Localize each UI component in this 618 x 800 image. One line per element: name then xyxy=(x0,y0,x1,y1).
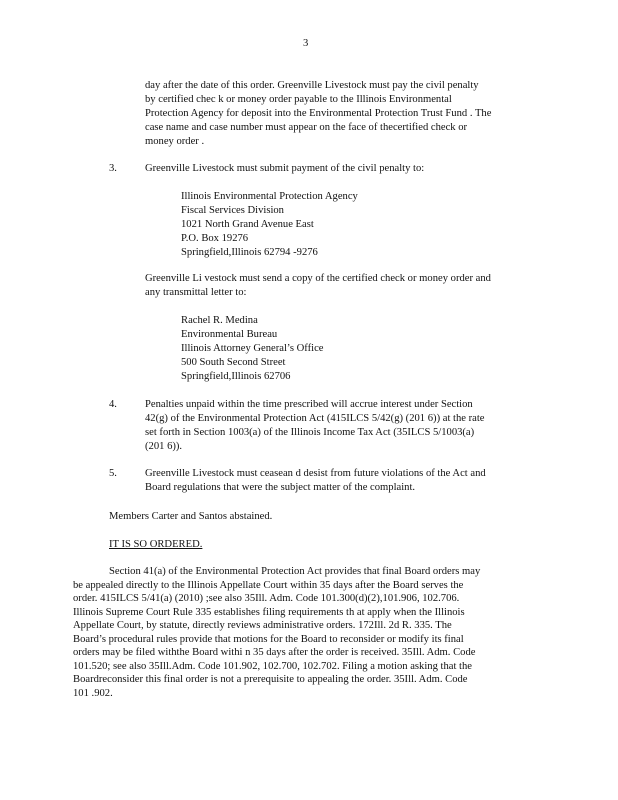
text-line: orders may be filed withthe Board withi n 35 days after the order is received. 35Ill. Adm. Code xyxy=(73,647,476,658)
address-line: 1021 North Grand Avenue East xyxy=(181,219,314,230)
text-line: Board’s procedural rules provide that motions for the Board to reconsider or modify its final xyxy=(73,633,464,645)
text-line: 101.520; see also 35Ill.Adm. Code 101.902, 102.700, 102.702. Filing a motion asking that the xyxy=(73,660,473,672)
address-line: 500 South Second Street xyxy=(181,357,286,368)
text-line: money order . xyxy=(145,136,205,147)
text-line: set forth in Section 1003(a) of the Illinois Income Tax Act (35ILCS 5/1003(a) xyxy=(145,427,475,438)
text-line: Boardreconsider this final order is not a prerequisite to appealing the order. 35Ill. Adm. Code xyxy=(73,674,468,685)
text-line: 101 .902. xyxy=(73,687,113,699)
text-line: Board regulations that were the subject matter of the complaint. xyxy=(145,482,416,493)
copy-instruction xyxy=(145,272,537,300)
page-number: 3 xyxy=(303,38,309,49)
text-line: Penalties unpaid within the time prescribed will accrue interest under Section xyxy=(145,399,473,410)
continued-paragraph xyxy=(145,79,537,149)
text-line: Illinois Supreme Court Rule 335 establishes filing requirements th at apply when the Illinois xyxy=(73,606,465,618)
text-line: order. 415ILCS 5/41(a) (2010) ;see also 35Ill. Adm. Code 101.300(d)(2),101.906, 102.706. xyxy=(73,593,460,604)
text-line: Greenville Li vestock must send a copy of the certified check or money order and xyxy=(145,273,491,284)
address-line: Rachel R. Medina xyxy=(181,315,258,326)
item-number: 4. xyxy=(109,399,117,410)
address-line: Springfield,Illinois 62794 -9276 xyxy=(181,247,318,258)
item-4-text xyxy=(145,398,537,454)
payment-address xyxy=(181,190,358,260)
address-line: Springfield,Illinois 62706 xyxy=(181,371,291,382)
item-number: 5. xyxy=(109,468,117,479)
text-line: case name and case number must appear on the face of thecertified check or xyxy=(145,122,468,133)
address-line: Illinois Environmental Protection Agency xyxy=(181,191,358,202)
text-line: Section 41(a) of the Environmental Protection Act provides that final Board orders may xyxy=(109,566,481,577)
address-line: P.O. Box 19276 xyxy=(181,233,249,244)
text-line: be appealed directly to the Illinois Appellate Court within 35 days after the Board serves the xyxy=(73,579,464,591)
text-line: (201 6)). xyxy=(145,441,183,452)
text-line: Appellate Court, by statute, directly reviews administrative orders. 172Ill. 2d R. 335. The xyxy=(73,620,452,631)
abstention-note: Members Carter and Santos abstained. xyxy=(109,511,273,522)
copy-address xyxy=(181,314,324,384)
item-number: 3. xyxy=(109,163,117,174)
appeal-paragraph xyxy=(73,565,480,700)
so-ordered: IT IS SO ORDERED. xyxy=(109,539,203,550)
text-line: day after the date of this order. Greenville Livestock must pay the civil penalty xyxy=(145,80,479,91)
text-line: by certified chec k or money order payable to the Illinois Environmental xyxy=(145,94,452,105)
address-line: Environmental Bureau xyxy=(181,329,278,340)
text-line: any transmittal letter to: xyxy=(145,287,247,298)
address-line: Fiscal Services Division xyxy=(181,205,284,216)
text-line: Greenville Livestock must ceasean d desist from future violations of the Act and xyxy=(145,468,486,479)
text-line: Protection Agency for deposit into the Environmental Protection Trust Fund . The xyxy=(145,108,492,119)
item-5-text xyxy=(145,467,537,495)
address-line: Illinois Attorney General’s Office xyxy=(181,343,324,354)
text-line: Greenville Livestock must submit payment of the civil penalty to: xyxy=(145,163,425,174)
item-3-text xyxy=(145,162,537,176)
text-line: 42(g) of the Environmental Protection Act (415ILCS 5/42(g) (201 6)) at the rate xyxy=(145,413,485,424)
